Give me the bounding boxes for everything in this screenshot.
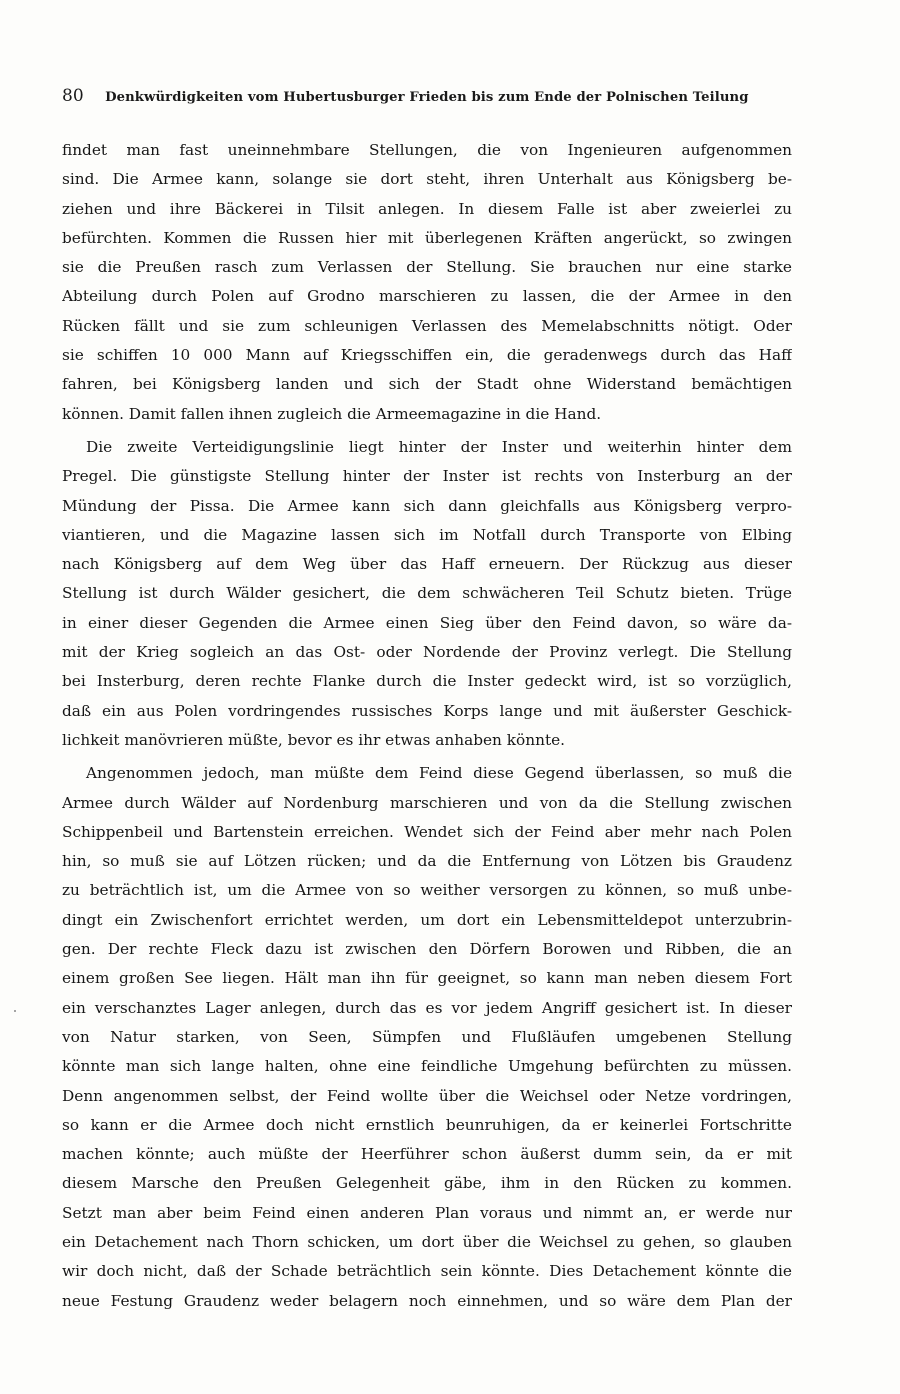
page-number: 80 xyxy=(62,86,84,106)
text-line: sie die Preußen rasch zum Verlassen der Stellung. Sie brauchen nur eine starke xyxy=(62,258,792,277)
text-line: fahren, bei Königsberg landen und sich der Stadt ohne Widerstand bemächtigen xyxy=(62,375,792,394)
text-line: diesem Marsche den Preußen Gelegenheit gäbe, ihm in den Rücken zu kommen. xyxy=(62,1174,792,1193)
text-line: gen. Der rechte Fleck dazu ist zwischen den Dörfern Borowen und Ribben, die an xyxy=(62,940,792,959)
running-head: Denkwürdigkeiten vom Hubertusburger Frieden bis zum Ende der Polnischen Teilung xyxy=(105,90,749,105)
scan-speck xyxy=(14,1010,16,1012)
text-line: einem großen See liegen. Hält man ihn für geeignet, so kann man neben diesem Fort xyxy=(62,969,792,988)
text-line: machen könnte; auch müßte der Heerführer schon äußerst dumm sein, da er mit xyxy=(62,1145,792,1164)
paragraph-3 xyxy=(62,759,792,1316)
text-line: Mündung der Pissa. Die Armee kann sich dann gleichfalls aus Königsberg verpro- xyxy=(62,496,792,515)
text-line: Stellung ist durch Wälder gesichert, die dem schwächeren Teil Schutz bieten. Trüge xyxy=(62,584,792,603)
text-line: lichkeit manövrieren müßte, bevor es ihr etwas anhaben könnte. xyxy=(62,730,566,749)
paragraph-2 xyxy=(62,433,792,755)
text-line: Schippenbeil und Bartenstein erreichen. Wendet sich der Feind aber mehr nach Polen xyxy=(62,822,792,841)
text-line: Setzt man aber beim Feind einen anderen Plan voraus und nimmt an, er werde nur xyxy=(62,1203,792,1222)
text-line: findet man fast uneinnehmbare Stellungen, die von Ingenieuren aufgenommen xyxy=(62,141,792,159)
text-line: viantieren, und die Magazine lassen sich im Notfall durch Transporte von Elbing xyxy=(62,525,792,544)
text-line: Rücken fällt und sie zum schleunigen Verlassen des Memelabschnitts nötigt. Oder xyxy=(62,316,792,335)
text-line: ein verschanztes Lager anlegen, durch das es vor jedem Angriff gesichert ist. In dieser xyxy=(62,998,792,1017)
text-line: hin, so muß sie auf Lötzen rücken; und da die Entfernung von Lötzen bis Graudenz xyxy=(62,852,792,871)
text-line: dingt ein Zwischenfort errichtet werden, um dort ein Lebensmitteldepot unterzubrin- xyxy=(62,910,792,929)
text-line: könnte man sich lange halten, ohne eine feindliche Umgehung befürchten zu müssen. xyxy=(62,1057,792,1076)
text-line: von Natur starken, von Seen, Sümpfen und Flußläufen umgebenen Stellung xyxy=(62,1027,792,1046)
text-line: ein Detachement nach Thorn schicken, um dort über die Weichsel zu gehen, so glauben xyxy=(62,1232,792,1251)
text-line: befürchten. Kommen die Russen hier mit überlegenen Kräften angerückt, so zwingen xyxy=(62,228,792,247)
text-line: Pregel. Die günstigste Stellung hinter der Inster ist rechts von Insterburg an der xyxy=(62,467,792,486)
paragraph-1 xyxy=(62,136,792,429)
text-line: in einer dieser Gegenden die Armee einen Sieg über den Feind davon, so wäre da- xyxy=(62,613,792,632)
text-line: Angenommen jedoch, man müßte dem Feind diese Gegend überlassen, so muß die xyxy=(86,764,792,783)
text-line: wir doch nicht, daß der Schade beträchtlich sein könnte. Dies Detachement könnte die xyxy=(62,1262,792,1281)
text-line: nach Königsberg auf dem Weg über das Haff erneuern. Der Rückzug aus dieser xyxy=(62,555,792,574)
text-line: können. Damit fallen ihnen zugleich die Armeemagazine in die Hand. xyxy=(62,404,602,423)
text-line: sie schiffen 10 000 Mann auf Kriegsschiffen ein, die geradenwegs durch das Haff xyxy=(62,346,792,365)
text-line: daß ein aus Polen vordringendes russisches Korps lange und mit äußerster Geschick- xyxy=(62,701,792,720)
text-line: mit der Krieg sogleich an das Ost- oder Nordende der Provinz verlegt. Die Stellung xyxy=(62,643,792,662)
text-line: bei Insterburg, deren rechte Flanke durch die Inster gedeckt wird, ist so vorzüglich, xyxy=(62,672,792,691)
text-line: neue Festung Graudenz weder belagern noch einnehmen, und so wäre dem Plan der xyxy=(62,1291,792,1310)
text-line: Armee durch Wälder auf Nordenburg marschieren und von da die Stellung zwischen xyxy=(62,793,792,812)
page-header xyxy=(62,86,792,112)
text-line: Abteilung durch Polen auf Grodno marschieren zu lassen, die der Armee in den xyxy=(62,287,792,306)
text-line: ziehen und ihre Bäckerei in Tilsit anlegen. In diesem Falle ist aber zweierlei zu xyxy=(62,199,792,218)
text-line: Denn angenommen selbst, der Feind wollte über die Weichsel oder Netze vordringen, xyxy=(62,1086,792,1105)
body-text xyxy=(62,136,792,1320)
text-line: Die zweite Verteidigungslinie liegt hinter der Inster und weiterhin hinter dem xyxy=(86,437,792,456)
text-line: sind. Die Armee kann, solange sie dort steht, ihren Unterhalt aus Königsberg be- xyxy=(62,170,792,189)
text-line: zu beträchtlich ist, um die Armee von so weither versorgen zu können, so muß unbe- xyxy=(62,881,792,900)
text-line: so kann er die Armee doch nicht ernstlich beunruhigen, da er keinerlei Fortschritte xyxy=(62,1115,792,1134)
